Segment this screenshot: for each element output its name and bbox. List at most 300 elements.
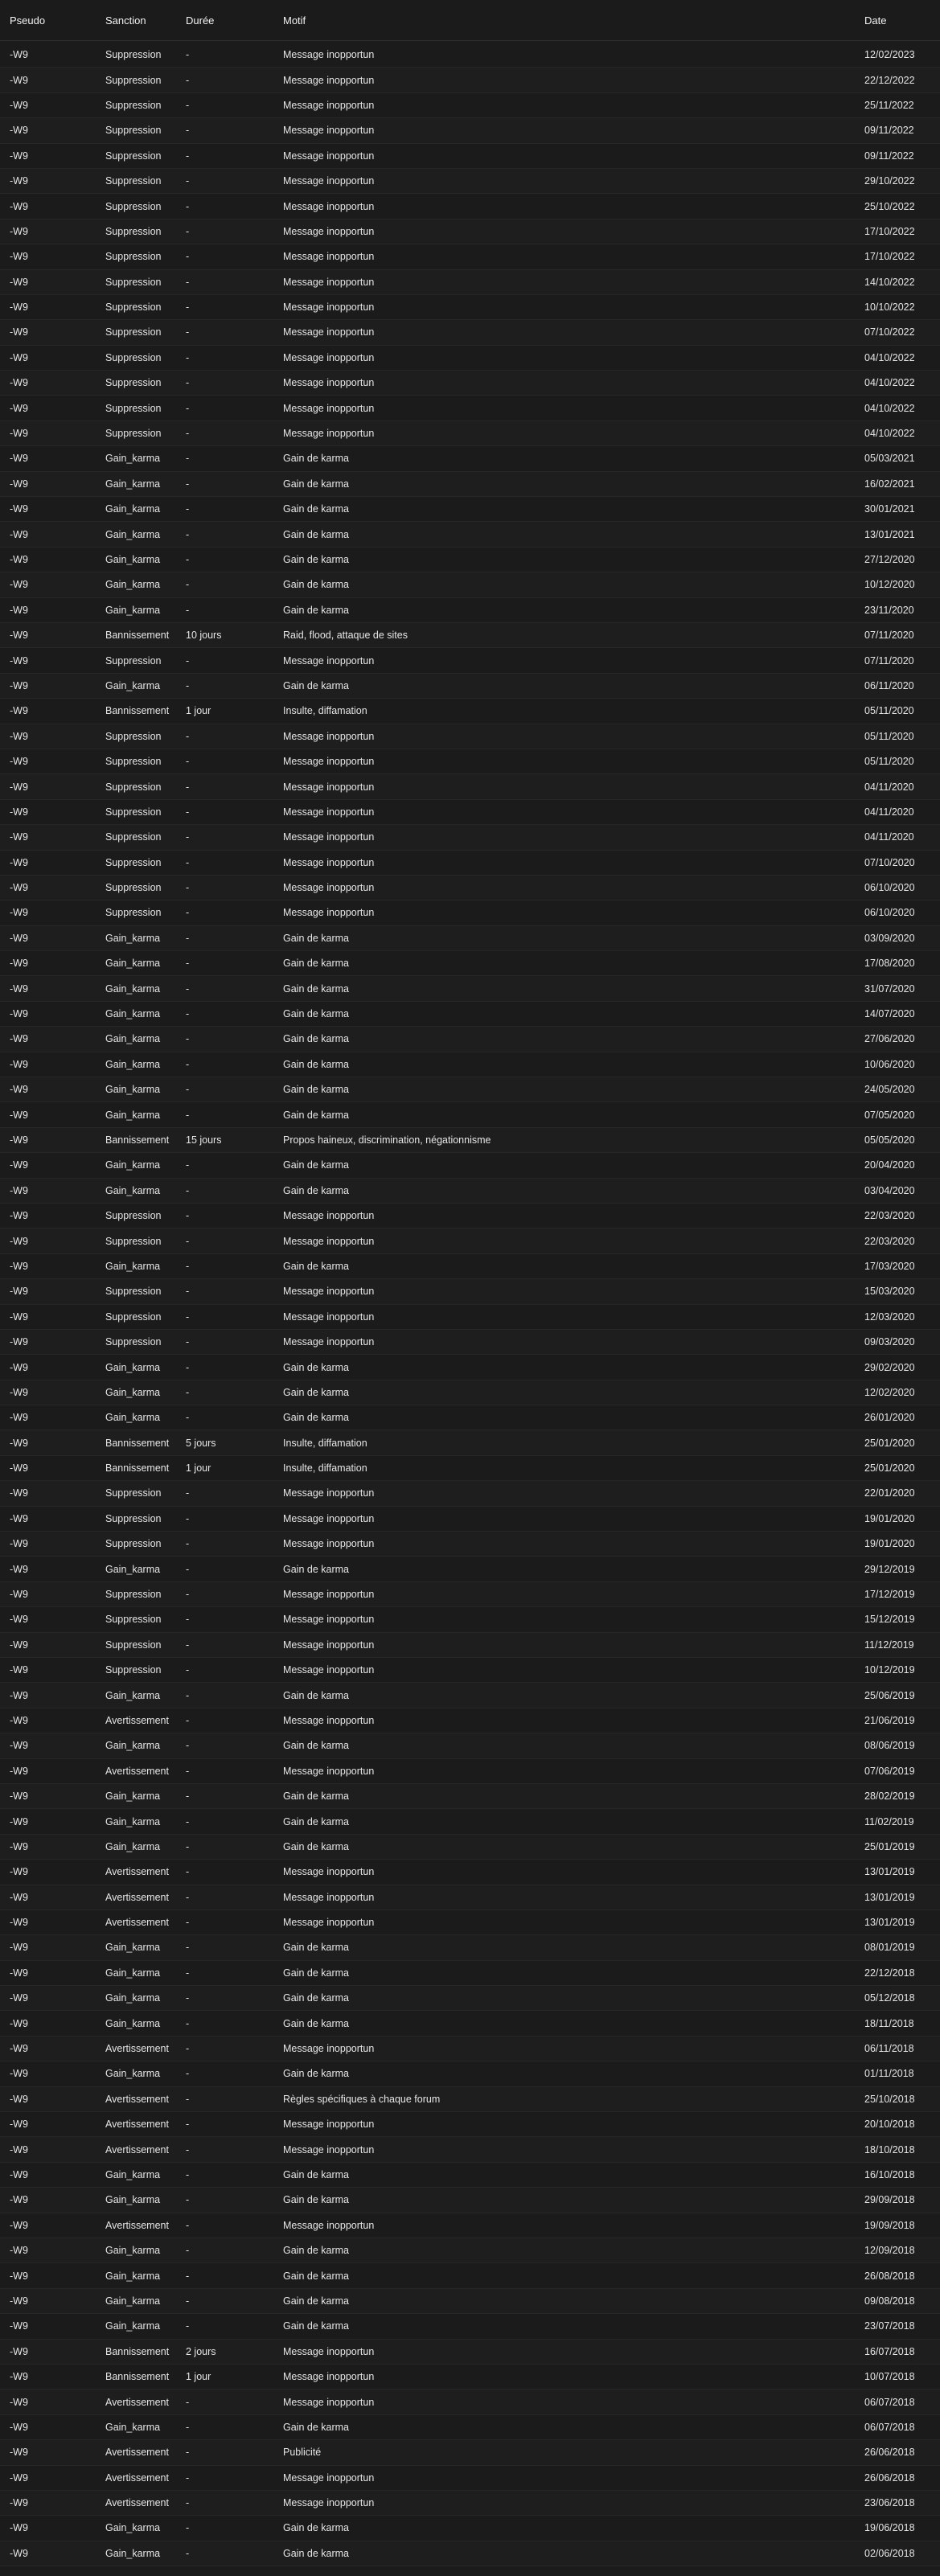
cell-date: 10/07/2018: [864, 2371, 915, 2383]
cell-sanction: Gain_karma: [105, 2169, 161, 2180]
cell-date: 22/03/2020: [864, 1235, 915, 1247]
cell-sanction: Gain_karma: [105, 1159, 161, 1171]
table-row: [0, 1052, 940, 1077]
cell-pseudo: -W9: [10, 74, 28, 86]
cell-pseudo: -W9: [10, 1639, 28, 1651]
cell-date: 19/01/2020: [864, 1512, 915, 1524]
cell-duree: -: [186, 654, 190, 667]
table-row: [0, 572, 940, 597]
table-row: [0, 1204, 940, 1229]
cell-date: 22/12/2022: [864, 74, 915, 86]
table-row: [0, 2365, 940, 2389]
cell-duree: -: [186, 781, 190, 793]
cell-date: 15/12/2019: [864, 1614, 915, 1626]
cell-date: 26/06/2018: [864, 2447, 915, 2459]
cell-pseudo: -W9: [10, 831, 28, 843]
cell-date: 20/10/2018: [864, 2119, 915, 2131]
cell-motif: Gain de karma: [283, 2068, 349, 2080]
cell-date: 12/03/2020: [864, 1311, 915, 1323]
cell-motif: Message inopportun: [283, 654, 375, 667]
table-row: [0, 1607, 940, 1632]
cell-motif: Message inopportun: [283, 1639, 375, 1651]
cell-date: 22/03/2020: [864, 1210, 915, 1222]
cell-duree: -: [186, 2093, 190, 2105]
cell-motif: Gain de karma: [283, 1740, 349, 1752]
cell-duree: -: [186, 1487, 190, 1499]
cell-duree: -: [186, 225, 190, 237]
cell-pseudo: -W9: [10, 1589, 28, 1601]
cell-motif: Gain de karma: [283, 1840, 349, 1852]
cell-pseudo: -W9: [10, 730, 28, 742]
cell-sanction: Gain_karma: [105, 579, 161, 591]
cell-motif: Gain de karma: [283, 1563, 349, 1575]
cell-sanction: Gain_karma: [105, 2245, 161, 2257]
cell-duree: -: [186, 2017, 190, 2029]
cell-date: 06/11/2018: [864, 2043, 914, 2055]
header-duree[interactable]: Durée: [186, 14, 215, 27]
cell-motif: Gain de karma: [283, 1008, 349, 1020]
cell-date: 10/06/2020: [864, 1058, 915, 1070]
cell-duree: -: [186, 1260, 190, 1272]
cell-motif: Gain de karma: [283, 1992, 349, 2004]
cell-pseudo: -W9: [10, 806, 28, 818]
table-row: [0, 2314, 940, 2339]
table-row: [0, 1430, 940, 1455]
cell-motif: Message inopportun: [283, 2396, 375, 2408]
cell-motif: Gain de karma: [283, 2169, 349, 2180]
cell-pseudo: -W9: [10, 1563, 28, 1575]
table-row: [0, 1910, 940, 1935]
cell-date: 06/10/2020: [864, 882, 915, 894]
cell-duree: -: [186, 2119, 190, 2131]
cell-sanction: Gain_karma: [105, 1790, 161, 1803]
table-row: [0, 1405, 940, 1430]
cell-pseudo: -W9: [10, 882, 28, 894]
cell-duree: -: [186, 74, 190, 86]
cell-pseudo: -W9: [10, 251, 28, 263]
cell-duree: -: [186, 1184, 190, 1196]
cell-duree: -: [186, 756, 190, 768]
cell-pseudo: -W9: [10, 1815, 28, 1827]
cell-duree: -: [186, 1714, 190, 1726]
cell-motif: Message inopportun: [283, 907, 375, 919]
cell-motif: Gain de karma: [283, 2295, 349, 2307]
cell-duree: -: [186, 1664, 190, 1676]
table-row: [0, 1179, 940, 1204]
cell-pseudo: -W9: [10, 2194, 28, 2206]
cell-duree: -: [186, 1917, 190, 1929]
cell-motif: Insulte, diffamation: [283, 1437, 367, 1449]
cell-sanction: Avertissement: [105, 2219, 169, 2231]
cell-pseudo: -W9: [10, 2270, 28, 2282]
cell-duree: -: [186, 326, 190, 338]
header-motif[interactable]: Motif: [283, 14, 306, 27]
cell-motif: Gain de karma: [283, 1386, 349, 1398]
cell-pseudo: -W9: [10, 2169, 28, 2180]
cell-date: 25/06/2019: [864, 1689, 915, 1701]
table-row: [0, 1860, 940, 1885]
cell-pseudo: -W9: [10, 1361, 28, 1373]
table-row: [0, 244, 940, 269]
cell-pseudo: -W9: [10, 99, 28, 111]
cell-motif: Message inopportun: [283, 1538, 375, 1550]
table-row: [0, 2238, 940, 2263]
cell-date: 22/12/2018: [864, 1967, 915, 1979]
cell-duree: -: [186, 2547, 190, 2559]
cell-pseudo: -W9: [10, 276, 28, 288]
cell-motif: Message inopportun: [283, 831, 375, 843]
table-row: [0, 2440, 940, 2465]
cell-date: 01/11/2018: [864, 2068, 914, 2080]
header-pseudo[interactable]: Pseudo: [10, 14, 46, 27]
cell-motif: Gain de karma: [283, 1033, 349, 1045]
cell-pseudo: -W9: [10, 1512, 28, 1524]
cell-date: 12/09/2018: [864, 2245, 915, 2257]
table-row: [0, 1759, 940, 1784]
cell-duree: 1 jour: [186, 1462, 211, 1475]
cell-duree: -: [186, 2522, 190, 2534]
cell-motif: Gain de karma: [283, 503, 349, 515]
cell-date: 31/07/2020: [864, 982, 915, 995]
cell-motif: Gain de karma: [283, 478, 349, 490]
cell-date: 10/12/2019: [864, 1664, 915, 1676]
cell-sanction: Suppression: [105, 150, 162, 162]
header-sanction[interactable]: Sanction: [105, 14, 146, 27]
cell-sanction: Suppression: [105, 1664, 162, 1676]
cell-motif: Message inopportun: [283, 49, 375, 61]
table-row: [0, 1153, 940, 1178]
table-body: [0, 41, 940, 2566]
cell-motif: Message inopportun: [283, 1235, 375, 1247]
cell-pseudo: -W9: [10, 1437, 28, 1449]
cell-pseudo: -W9: [10, 326, 28, 338]
cell-pseudo: -W9: [10, 1714, 28, 1726]
cell-pseudo: -W9: [10, 1866, 28, 1878]
table-row: [0, 320, 940, 345]
table-row: [0, 1633, 940, 1658]
cell-duree: -: [186, 907, 190, 919]
header-date[interactable]: Date: [864, 14, 887, 27]
cell-sanction: Avertissement: [105, 2471, 169, 2484]
cell-sanction: Gain_karma: [105, 2421, 161, 2433]
cell-duree: -: [186, 1891, 190, 1903]
cell-date: 09/11/2022: [864, 125, 914, 137]
cell-duree: -: [186, 453, 190, 465]
cell-duree: -: [186, 2421, 190, 2433]
cell-duree: -: [186, 1084, 190, 1096]
cell-sanction: Bannissement: [105, 1462, 170, 1475]
cell-pseudo: -W9: [10, 907, 28, 919]
cell-duree: -: [186, 1790, 190, 1803]
cell-sanction: Avertissement: [105, 1765, 169, 1777]
cell-motif: Message inopportun: [283, 402, 375, 414]
cell-pseudo: -W9: [10, 503, 28, 515]
cell-date: 07/06/2019: [864, 1765, 915, 1777]
cell-date: 23/06/2018: [864, 2497, 915, 2509]
cell-sanction: Gain_karma: [105, 1740, 161, 1752]
table-header: [0, 0, 940, 41]
cell-motif: Message inopportun: [283, 1286, 375, 1298]
cell-date: 18/11/2018: [864, 2017, 914, 2029]
cell-sanction: Suppression: [105, 99, 162, 111]
table-row: [0, 1102, 940, 1127]
cell-pseudo: -W9: [10, 1614, 28, 1626]
cell-date: 17/03/2020: [864, 1260, 915, 1272]
cell-sanction: Gain_karma: [105, 1008, 161, 1020]
cell-sanction: Avertissement: [105, 2396, 169, 2408]
cell-motif: Message inopportun: [283, 1891, 375, 1903]
cell-date: 20/04/2020: [864, 1159, 915, 1171]
cell-sanction: Avertissement: [105, 1917, 169, 1929]
cell-date: 07/11/2020: [864, 654, 914, 667]
cell-date: 27/12/2020: [864, 554, 915, 565]
cell-pseudo: -W9: [10, 1412, 28, 1424]
cell-date: 07/05/2020: [864, 1109, 915, 1121]
cell-date: 24/05/2020: [864, 1084, 915, 1096]
cell-sanction: Suppression: [105, 377, 162, 389]
cell-duree: -: [186, 1866, 190, 1878]
table-row: [0, 2466, 940, 2491]
cell-duree: -: [186, 2194, 190, 2206]
table-row: [0, 1885, 940, 1910]
table-row: [0, 1986, 940, 2011]
cell-pseudo: -W9: [10, 2371, 28, 2383]
cell-sanction: Suppression: [105, 654, 162, 667]
cell-duree: -: [186, 377, 190, 389]
cell-date: 25/10/2018: [864, 2093, 915, 2105]
table-row: [0, 2011, 940, 2036]
cell-motif: Gain de karma: [283, 2522, 349, 2534]
cell-sanction: Avertissement: [105, 2119, 169, 2131]
cell-sanction: Suppression: [105, 74, 162, 86]
table-row: [0, 1002, 940, 1027]
cell-pseudo: -W9: [10, 856, 28, 868]
cell-pseudo: -W9: [10, 1159, 28, 1171]
table-row: [0, 1279, 940, 1304]
cell-duree: -: [186, 2396, 190, 2408]
cell-motif: Gain de karma: [283, 932, 349, 944]
table-row: [0, 118, 940, 143]
cell-date: 26/06/2018: [864, 2471, 915, 2484]
cell-date: 13/01/2019: [864, 1866, 915, 1878]
cell-sanction: Suppression: [105, 856, 162, 868]
table-row: [0, 421, 940, 446]
cell-duree: -: [186, 554, 190, 565]
cell-duree: -: [186, 1563, 190, 1575]
cell-pseudo: -W9: [10, 2396, 28, 2408]
cell-sanction: Bannissement: [105, 1134, 170, 1146]
cell-pseudo: -W9: [10, 1689, 28, 1701]
cell-duree: -: [186, 1235, 190, 1247]
cell-pseudo: -W9: [10, 2043, 28, 2055]
cell-date: 16/10/2018: [864, 2169, 915, 2180]
cell-duree: -: [186, 958, 190, 970]
cell-motif: Message inopportun: [283, 125, 375, 137]
cell-duree: -: [186, 1336, 190, 1348]
cell-duree: -: [186, 882, 190, 894]
cell-pseudo: -W9: [10, 1286, 28, 1298]
cell-sanction: Avertissement: [105, 1891, 169, 1903]
cell-motif: Message inopportun: [283, 351, 375, 363]
cell-sanction: Gain_karma: [105, 1084, 161, 1096]
cell-date: 04/11/2020: [864, 831, 914, 843]
table-row: [0, 648, 940, 673]
cell-duree: -: [186, 982, 190, 995]
cell-duree: -: [186, 730, 190, 742]
cell-date: 19/01/2020: [864, 1538, 915, 1550]
cell-duree: -: [186, 351, 190, 363]
cell-motif: Message inopportun: [283, 882, 375, 894]
cell-duree: -: [186, 2043, 190, 2055]
cell-pseudo: -W9: [10, 2421, 28, 2433]
cell-sanction: Suppression: [105, 756, 162, 768]
cell-date: 19/09/2018: [864, 2219, 915, 2231]
cell-duree: -: [186, 2295, 190, 2307]
cell-motif: Gain de karma: [283, 982, 349, 995]
cell-sanction: Gain_karma: [105, 2194, 161, 2206]
cell-motif: Gain de karma: [283, 579, 349, 591]
cell-sanction: Suppression: [105, 1286, 162, 1298]
cell-date: 13/01/2021: [864, 528, 915, 540]
cell-sanction: Gain_karma: [105, 478, 161, 490]
cell-sanction: Gain_karma: [105, 1840, 161, 1852]
cell-sanction: Suppression: [105, 1614, 162, 1626]
cell-pseudo: -W9: [10, 1942, 28, 1954]
table-row: [0, 598, 940, 623]
cell-motif: Message inopportun: [283, 301, 375, 314]
table-row: [0, 800, 940, 825]
table-row: [0, 1658, 940, 1683]
table-row: [0, 396, 940, 420]
cell-motif: Message inopportun: [283, 225, 375, 237]
table-row: [0, 2340, 940, 2365]
cell-date: 11/02/2019: [864, 1815, 914, 1827]
cell-date: 14/10/2022: [864, 276, 915, 288]
cell-sanction: Suppression: [105, 402, 162, 414]
table-row: [0, 825, 940, 850]
cell-date: 05/11/2020: [864, 756, 914, 768]
cell-pseudo: -W9: [10, 1109, 28, 1121]
cell-sanction: Suppression: [105, 175, 162, 187]
cell-duree: -: [186, 1286, 190, 1298]
cell-sanction: Gain_karma: [105, 679, 161, 691]
cell-duree: -: [186, 604, 190, 616]
cell-duree: -: [186, 932, 190, 944]
cell-motif: Message inopportun: [283, 2471, 375, 2484]
cell-pseudo: -W9: [10, 377, 28, 389]
cell-sanction: Gain_karma: [105, 2017, 161, 2029]
cell-pseudo: -W9: [10, 1210, 28, 1222]
cell-duree: -: [186, 503, 190, 515]
cell-sanction: Suppression: [105, 351, 162, 363]
cell-sanction: Gain_karma: [105, 554, 161, 565]
cell-date: 02/06/2018: [864, 2547, 915, 2559]
cell-motif: Gain de karma: [283, 2194, 349, 2206]
cell-sanction: Gain_karma: [105, 503, 161, 515]
cell-sanction: Avertissement: [105, 2447, 169, 2459]
cell-duree: 2 jours: [186, 2345, 216, 2357]
table-row: [0, 724, 940, 749]
cell-date: 08/01/2019: [864, 1942, 915, 1954]
cell-pseudo: -W9: [10, 2143, 28, 2156]
cell-motif: Gain de karma: [283, 1260, 349, 1272]
cell-pseudo: -W9: [10, 428, 28, 440]
cell-sanction: Suppression: [105, 1311, 162, 1323]
cell-pseudo: -W9: [10, 528, 28, 540]
cell-sanction: Gain_karma: [105, 1412, 161, 1424]
table-row: [0, 1380, 940, 1405]
cell-duree: -: [186, 1159, 190, 1171]
cell-motif: Gain de karma: [283, 1058, 349, 1070]
cell-pseudo: -W9: [10, 1487, 28, 1499]
cell-date: 25/01/2019: [864, 1840, 915, 1852]
cell-pseudo: -W9: [10, 150, 28, 162]
table-row: [0, 1961, 940, 1986]
cell-pseudo: -W9: [10, 1184, 28, 1196]
cell-sanction: Bannissement: [105, 1437, 170, 1449]
table-row: [0, 851, 940, 876]
table-row: [0, 1481, 940, 1506]
cell-sanction: Gain_karma: [105, 1992, 161, 2004]
cell-motif: Publicité: [283, 2447, 322, 2459]
cell-motif: Gain de karma: [283, 2421, 349, 2433]
cell-date: 13/01/2019: [864, 1917, 915, 1929]
cell-pseudo: -W9: [10, 1386, 28, 1398]
table-row: [0, 2516, 940, 2541]
table-row: [0, 1507, 940, 1532]
table-row: [0, 674, 940, 699]
table-row: [0, 2112, 940, 2137]
cell-pseudo: -W9: [10, 351, 28, 363]
cell-sanction: Suppression: [105, 1512, 162, 1524]
cell-date: 07/11/2020: [864, 630, 914, 642]
cell-duree: -: [186, 2245, 190, 2257]
table-row: [0, 497, 940, 522]
cell-motif: Message inopportun: [283, 1311, 375, 1323]
cell-pseudo: -W9: [10, 2119, 28, 2131]
cell-pseudo: -W9: [10, 1917, 28, 1929]
cell-date: 04/10/2022: [864, 377, 915, 389]
table-row: [0, 144, 940, 169]
table-row: [0, 1305, 940, 1330]
cell-pseudo: -W9: [10, 604, 28, 616]
cell-sanction: Gain_karma: [105, 453, 161, 465]
cell-pseudo: -W9: [10, 1462, 28, 1475]
table-row: [0, 295, 940, 320]
cell-motif: Gain de karma: [283, 2245, 349, 2257]
cell-duree: 15 jours: [186, 1134, 222, 1146]
cell-sanction: Gain_karma: [105, 1967, 161, 1979]
cell-sanction: Gain_karma: [105, 1942, 161, 1954]
cell-pseudo: -W9: [10, 200, 28, 212]
cell-sanction: Gain_karma: [105, 1361, 161, 1373]
cell-sanction: Suppression: [105, 1639, 162, 1651]
cell-motif: Message inopportun: [283, 1917, 375, 1929]
cell-motif: Message inopportun: [283, 1336, 375, 1348]
cell-date: 05/03/2021: [864, 453, 915, 465]
cell-date: 05/11/2020: [864, 730, 914, 742]
cell-sanction: Avertissement: [105, 2143, 169, 2156]
cell-pseudo: -W9: [10, 1664, 28, 1676]
cell-date: 17/10/2022: [864, 251, 915, 263]
cell-sanction: Avertissement: [105, 2093, 169, 2105]
table-row: [0, 446, 940, 471]
table-row: [0, 2188, 940, 2213]
cell-duree: -: [186, 1942, 190, 1954]
cell-motif: Message inopportun: [283, 1664, 375, 1676]
cell-pseudo: -W9: [10, 932, 28, 944]
cell-pseudo: -W9: [10, 756, 28, 768]
